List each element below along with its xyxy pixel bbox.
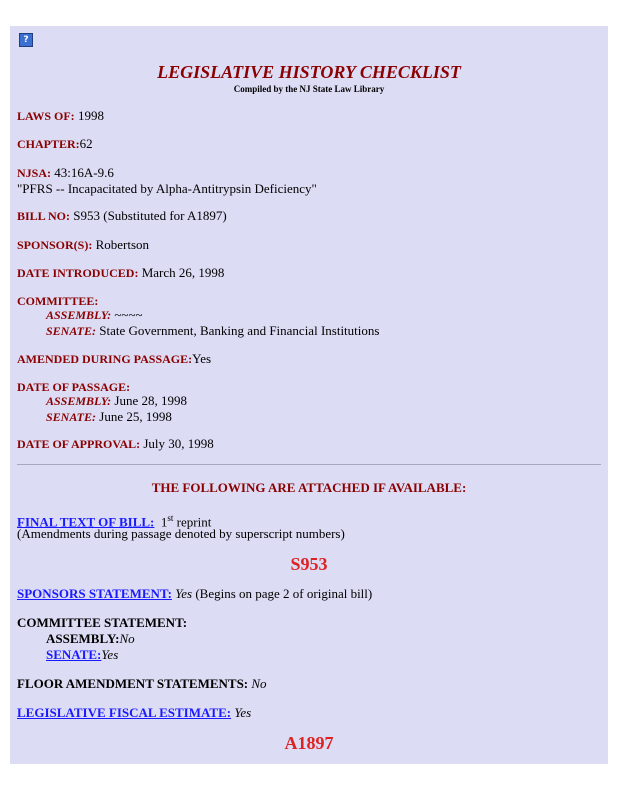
- amended-value: Yes: [192, 351, 212, 366]
- cs-senate-link[interactable]: SENATE:: [46, 647, 102, 662]
- bill-no-label: BILL NO:: [17, 209, 71, 223]
- date-introduced-row: [17, 265, 224, 281]
- passage-senate-row: [46, 409, 172, 425]
- chapter-label: CHAPTER:: [17, 137, 80, 151]
- bill-no-value: S953 (Substituted for A1897): [73, 208, 227, 223]
- attached-heading: THE FOLLOWING ARE ATTACHED IF AVAILABLE:: [151, 480, 467, 495]
- final-text-link[interactable]: FINAL TEXT OF BILL:: [17, 514, 155, 530]
- committee-assembly-label: ASSEMBLY:: [46, 308, 112, 322]
- sponsors-label: SPONSOR(S):: [17, 238, 93, 252]
- page-subtitle: Compiled by the NJ State Law Library: [233, 84, 385, 94]
- njsa-label: NJSA:: [17, 166, 52, 180]
- sponsors-statement-note: (Begins on page 2 of original bill): [195, 586, 373, 601]
- page-title: LEGISLATIVE HISTORY CHECKLIST: [157, 62, 461, 82]
- passage-assembly-value: June 28, 1998: [114, 393, 187, 408]
- committee-senate-label: SENATE:: [46, 324, 97, 338]
- date-approval-value: July 30, 1998: [143, 436, 214, 451]
- bill-no-row: [17, 208, 227, 224]
- bill-heading-s953: S953: [290, 554, 328, 574]
- committee-assembly-value: ~~~~: [114, 307, 143, 322]
- fiscal-estimate-value: Yes: [234, 705, 252, 720]
- njsa-row: [17, 165, 114, 181]
- bill-heading-a1897: A1897: [284, 733, 334, 753]
- chapter-value: 62: [79, 136, 93, 151]
- njsa-value: 43:16A-9.6: [54, 165, 114, 180]
- amended-label: AMENDED DURING PASSAGE:: [17, 352, 193, 366]
- floor-amendment-value: No: [251, 676, 267, 691]
- final-text-superscript: st: [167, 513, 174, 523]
- cs-senate-value: Yes: [101, 647, 119, 662]
- sponsors-row: [17, 237, 149, 253]
- passage-assembly-label: ASSEMBLY:: [46, 394, 112, 408]
- date-approval-row: [17, 436, 214, 452]
- cs-senate-row: [46, 647, 118, 663]
- amendments-note: (Amendments during passage denoted by superscript numbers): [17, 526, 345, 541]
- section-divider: [17, 464, 601, 465]
- committee-statement-row: [17, 615, 187, 631]
- passage-senate-label: SENATE:: [46, 410, 97, 424]
- laws-of-label: LAWS OF:: [17, 109, 75, 123]
- committee-senate-value: State Government, Banking and Financial Institutions: [99, 323, 380, 338]
- committee-statement-label: COMMITTEE STATEMENT:: [17, 615, 188, 630]
- passage-senate-value: June 25, 1998: [99, 409, 172, 424]
- document-page: [10, 26, 608, 764]
- sponsors-statement-row: [17, 586, 372, 602]
- floor-amendment-label: FLOOR AMENDMENT STATEMENTS:: [17, 676, 249, 691]
- date-introduced-value: March 26, 1998: [141, 265, 225, 280]
- fiscal-estimate-link[interactable]: LEGISLATIVE FISCAL ESTIMATE:: [17, 705, 232, 720]
- help-icon[interactable]: ?: [19, 33, 33, 47]
- final-text-number: 1: [160, 514, 168, 530]
- committee-assembly-row: [46, 307, 143, 323]
- chapter-row: [17, 136, 93, 152]
- sponsors-value: Robertson: [95, 237, 150, 252]
- date-passage-label: DATE OF PASSAGE:: [17, 380, 131, 394]
- date-introduced-label: DATE INTRODUCED:: [17, 266, 139, 280]
- floor-amendment-row: [17, 676, 267, 692]
- cs-assembly-row: [46, 631, 135, 647]
- laws-of-row: [17, 108, 104, 124]
- amended-row: [17, 351, 211, 367]
- passage-assembly-row: [46, 393, 187, 409]
- date-approval-label: DATE OF APPROVAL:: [17, 437, 141, 451]
- sponsors-statement-link[interactable]: SPONSORS STATEMENT:: [17, 586, 172, 601]
- cs-assembly-value: No: [119, 631, 135, 646]
- final-text-value: reprint: [176, 514, 212, 530]
- laws-of-value: 1998: [77, 108, 104, 123]
- committee-senate-row: [46, 323, 379, 339]
- fiscal-estimate-row: [17, 705, 251, 721]
- cs-assembly-label: ASSEMBLY:: [46, 631, 120, 646]
- sponsors-statement-value: Yes: [175, 586, 193, 601]
- njsa-title: "PFRS -- Incapacitated by Alpha-Antitrypsin Deficiency": [17, 181, 317, 196]
- committee-label: COMMITTEE:: [17, 294, 99, 308]
